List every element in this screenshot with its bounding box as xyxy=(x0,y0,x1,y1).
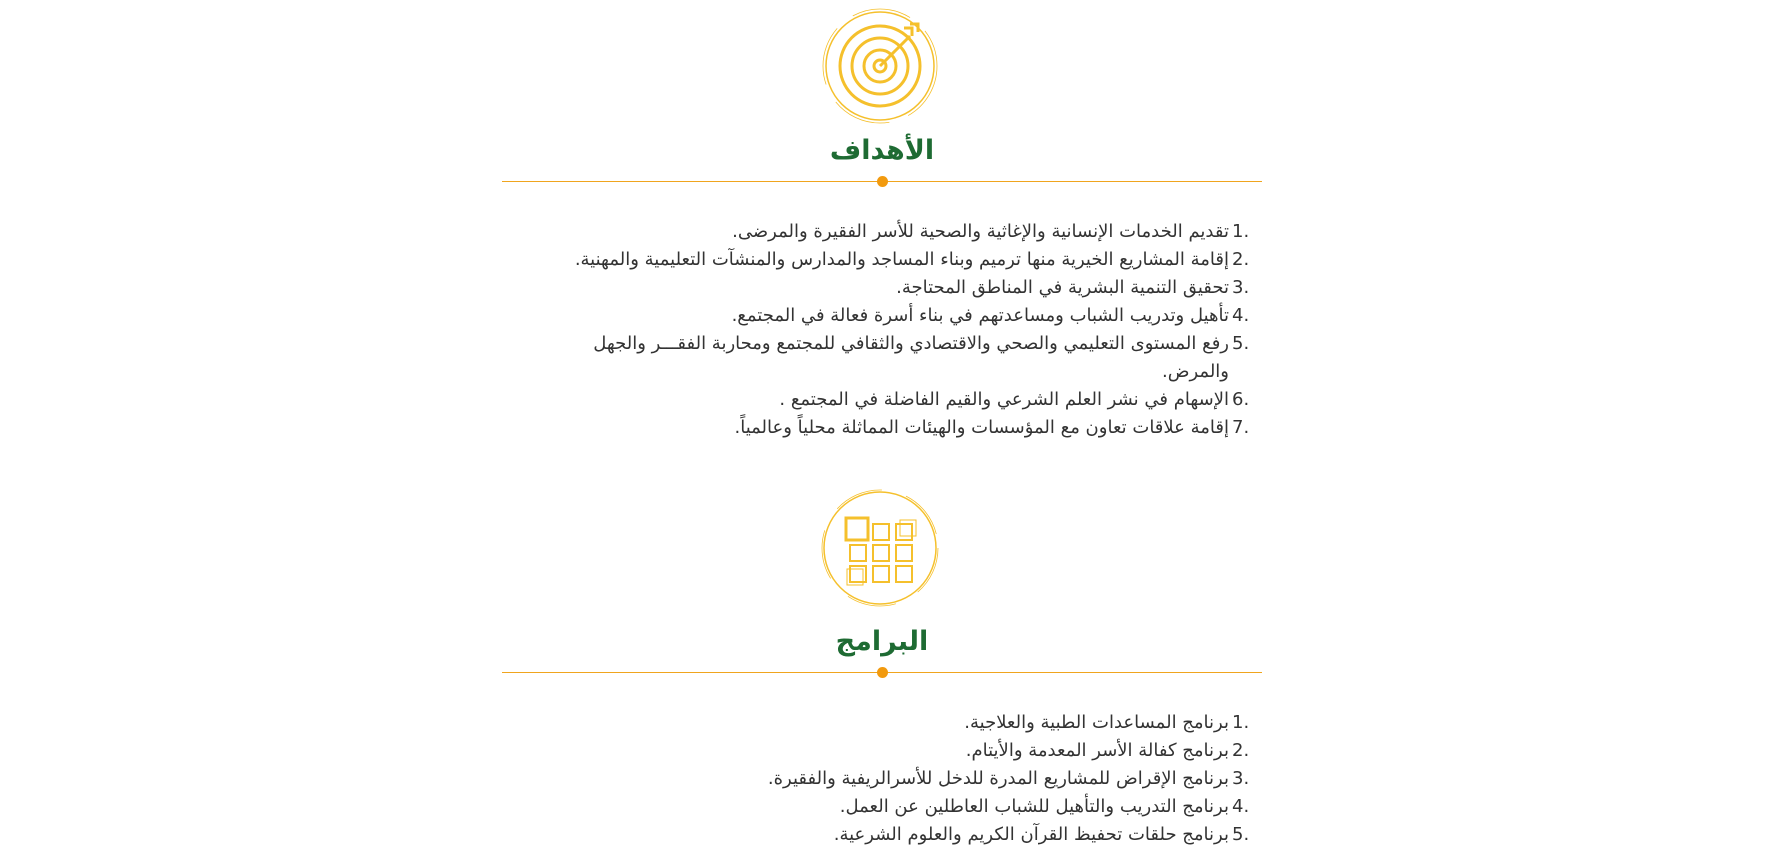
list-item: 3. تحقيق التنمية البشرية في المناطق المحتاجة. xyxy=(896,277,1250,298)
target-arrow-icon xyxy=(820,6,940,126)
list-item: 7. إقامة علاقات تعاون مع المؤسسات والهيئات المماثلة محلياً وعالمياً. xyxy=(734,417,1250,438)
programs-list xyxy=(502,709,1262,849)
goals-divider xyxy=(502,181,1262,182)
divider-dot xyxy=(877,667,888,678)
list-item: 6. الإسهام في نشر العلم الشرعي والقيم الفاضلة في المجتمع . xyxy=(779,389,1250,410)
list-item: 1. تقديم الخدمات الإنسانية والإغاثية والصحية للأسر الفقيرة والمرضى. xyxy=(732,221,1250,242)
list-item: 4. برنامج التدريب والتأهيل للشباب العاطلين عن العمل. xyxy=(839,796,1250,817)
programs-title: البرامج xyxy=(835,626,929,657)
grid-icon xyxy=(820,488,940,608)
list-item: 3. برنامج الإقراض للمشاريع المدرة للدخل للأسرالريفية والفقيرة. xyxy=(767,768,1250,789)
list-item: 2. برنامج كفالة الأسر المعدمة والأيتام. xyxy=(965,740,1250,761)
list-item: 5. برنامج حلقات تحفيظ القرآن الكريم والعلوم الشرعية. xyxy=(833,824,1250,845)
list-item: 4. تأهيل وتدريب الشباب ومساعدتهم في بناء أسرة فعالة في المجتمع. xyxy=(731,305,1250,326)
programs-divider xyxy=(502,672,1262,673)
goals-title: الأهداف xyxy=(829,135,935,166)
list-item: 1. برنامج المساعدات الطبية والعلاجية. xyxy=(964,712,1250,733)
goals-section xyxy=(502,0,1262,440)
programs-section xyxy=(502,488,1262,845)
goals-list xyxy=(502,218,1262,442)
list-item: 2. إقامة المشاريع الخيرية منها ترميم وبناء المساجد والمدارس والمنشآت التعليمية والمهنية. xyxy=(574,249,1250,270)
divider-dot xyxy=(877,176,888,187)
list-item: 5. رفع المستوى التعليمي والصحي والاقتصادي والثقافي للمجتمع ومحاربة الفقـــر والجهل والمرض. xyxy=(593,333,1250,382)
